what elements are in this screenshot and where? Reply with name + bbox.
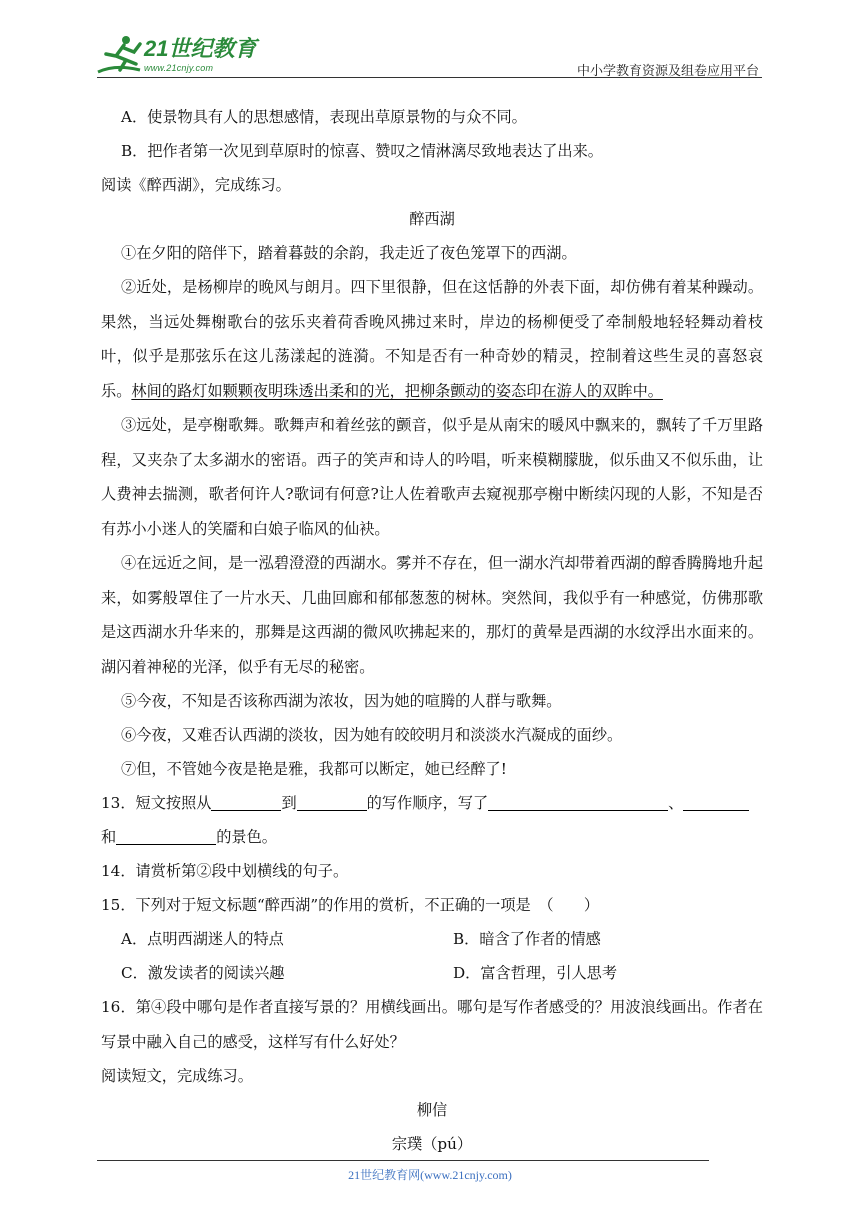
paragraph-2: [101, 270, 763, 408]
paragraph-7: ⑦但，不管她今夜是艳是雅，我都可以断定，她已经醉了!: [121, 760, 507, 778]
platform-name: 中小学教育资源及组卷应用平台: [576, 63, 759, 78]
q13-text-4: 、: [668, 794, 684, 812]
footer-divider: [97, 1160, 709, 1161]
question-13: [101, 786, 763, 820]
q15-options-row-2: [101, 956, 763, 990]
question-13-cont: [101, 820, 763, 854]
q13-text-2: 到: [281, 794, 297, 812]
answer-blank[interactable]: [488, 792, 668, 811]
header-divider: [97, 77, 762, 78]
q13-text-1: 13．短文按照从: [101, 794, 212, 812]
q15-options-row-1: [101, 922, 763, 956]
answer-blank[interactable]: [297, 792, 367, 811]
answer-blank[interactable]: [683, 792, 749, 811]
author: 宗璞（pú）: [391, 1135, 473, 1153]
q13-text-3: 的写作顺序，写了: [366, 794, 489, 812]
footer-text: 21世纪教育网(www.21cnjy.com): [348, 1168, 512, 1182]
passage-title: 醉西湖: [409, 210, 455, 228]
paragraph-1: ①在夕阳的陪伴下，踏着暮鼓的余韵，我走近了夜色笼罩下的西湖。: [121, 244, 577, 262]
paragraph-2-text: ②近处，是杨柳岸的晚风与朗月。四下里很静，但在这恬静的外表下面，却仿佛有着某种躁动。果然，当远处舞榭歌台的弦乐夹着荷香晚风拂过来时，岸边的杨柳便受了牵制般地轻轻舞动着枝叶，似乎是那弦乐在这儿荡漾起的涟漪。不知是否有一种奇妙的精灵，控制着这些生灵的喜怒哀乐。: [101, 278, 763, 400]
document-body: [101, 100, 763, 1161]
question-16: 16．第④段中哪句是作者直接写景的？用横线画出。哪句是写作者感受的？用波浪线画出。作者在写景中融入自己的感受，这样写有什么好处？: [101, 998, 763, 1051]
q15-option-d: D．富含哲理，引人思考: [453, 964, 618, 982]
paragraph-4: ④在远近之间，是一泓碧澄澄的西湖水。雾并不存在，但一湖水汽却带着西湖的醇香腾腾地升起来，如雾般罩住了一片水天、几曲回廊和郁郁葱葱的树林。突然间，我似乎有一种感觉，仿佛那歌是这西湖水升华来的，那舞是这西湖的微风吹拂起来的，那灯的黄晕是西湖的水纹浮出水面来的。湖闪着神秘的光泽，似乎有无尽的秘密。: [101, 554, 763, 676]
q15-option-c: C．激发读者的阅读兴趣: [121, 964, 285, 982]
question-15: 15．下列对于短文标题“醉西湖”的作用的赏析，不正确的一项是 （ ）: [101, 896, 600, 914]
paragraph-5: ⑤今夜，不知是否该称西湖为浓妆，因为她的喧腾的人群与歌舞。: [121, 692, 562, 710]
page-header: [0, 0, 860, 82]
answer-blank[interactable]: [116, 826, 216, 845]
logo-text: 21世纪教育: [144, 36, 257, 61]
passage-title-2: 柳信: [416, 1101, 448, 1119]
option-a: A．使景物具有人的思想感情，表现出草原景物的与众不同。: [121, 108, 527, 126]
paragraph-6: ⑥今夜，又难否认西湖的淡妆，因为她有皎皎明月和淡淡水汽凝成的面纱。: [121, 726, 623, 744]
answer-blank[interactable]: [211, 792, 281, 811]
q13-text-5: 和: [101, 828, 117, 846]
underlined-sentence: 林间的路灯如颗颗夜明珠透出柔和的光，把柳条颤动的姿态印在游人的双眸中。: [131, 381, 663, 400]
site-logo: [96, 34, 266, 78]
reading-instruction: 阅读《醉西湖》，完成练习。: [101, 176, 291, 194]
question-14: 14．请赏析第②段中划横线的句子。: [101, 862, 349, 880]
paragraph-3: ③远处，是亭榭歌舞。歌舞声和着丝弦的颤音，似乎是从南宋的暖风中飘来的，飘转了千万里路程，又夹杂了太多湖水的密语。西子的笑声和诗人的吟唱，听来模糊朦胧，似乐曲又不似乐曲，让人费神去揣测，歌者何许人?歌词有何意?让人佐着歌声去窥视那亭榭中断续闪现的人影，不知是否有苏小小迷人的笑靥和白娘子临风的仙袂。: [101, 416, 763, 538]
q15-option-a: A．点明西湖迷人的特点: [121, 930, 284, 948]
q13-text-6: 的景色。: [216, 828, 277, 846]
q15-option-b: B．暗含了作者的情感: [453, 930, 601, 948]
option-b: B．把作者第一次见到草原时的惊喜、赞叹之情淋漓尽致地表达了出来。: [121, 142, 603, 160]
logo-url: www.21cnjy.com: [144, 63, 214, 73]
reading-instruction-2: 阅读短文，完成练习。: [101, 1067, 253, 1085]
